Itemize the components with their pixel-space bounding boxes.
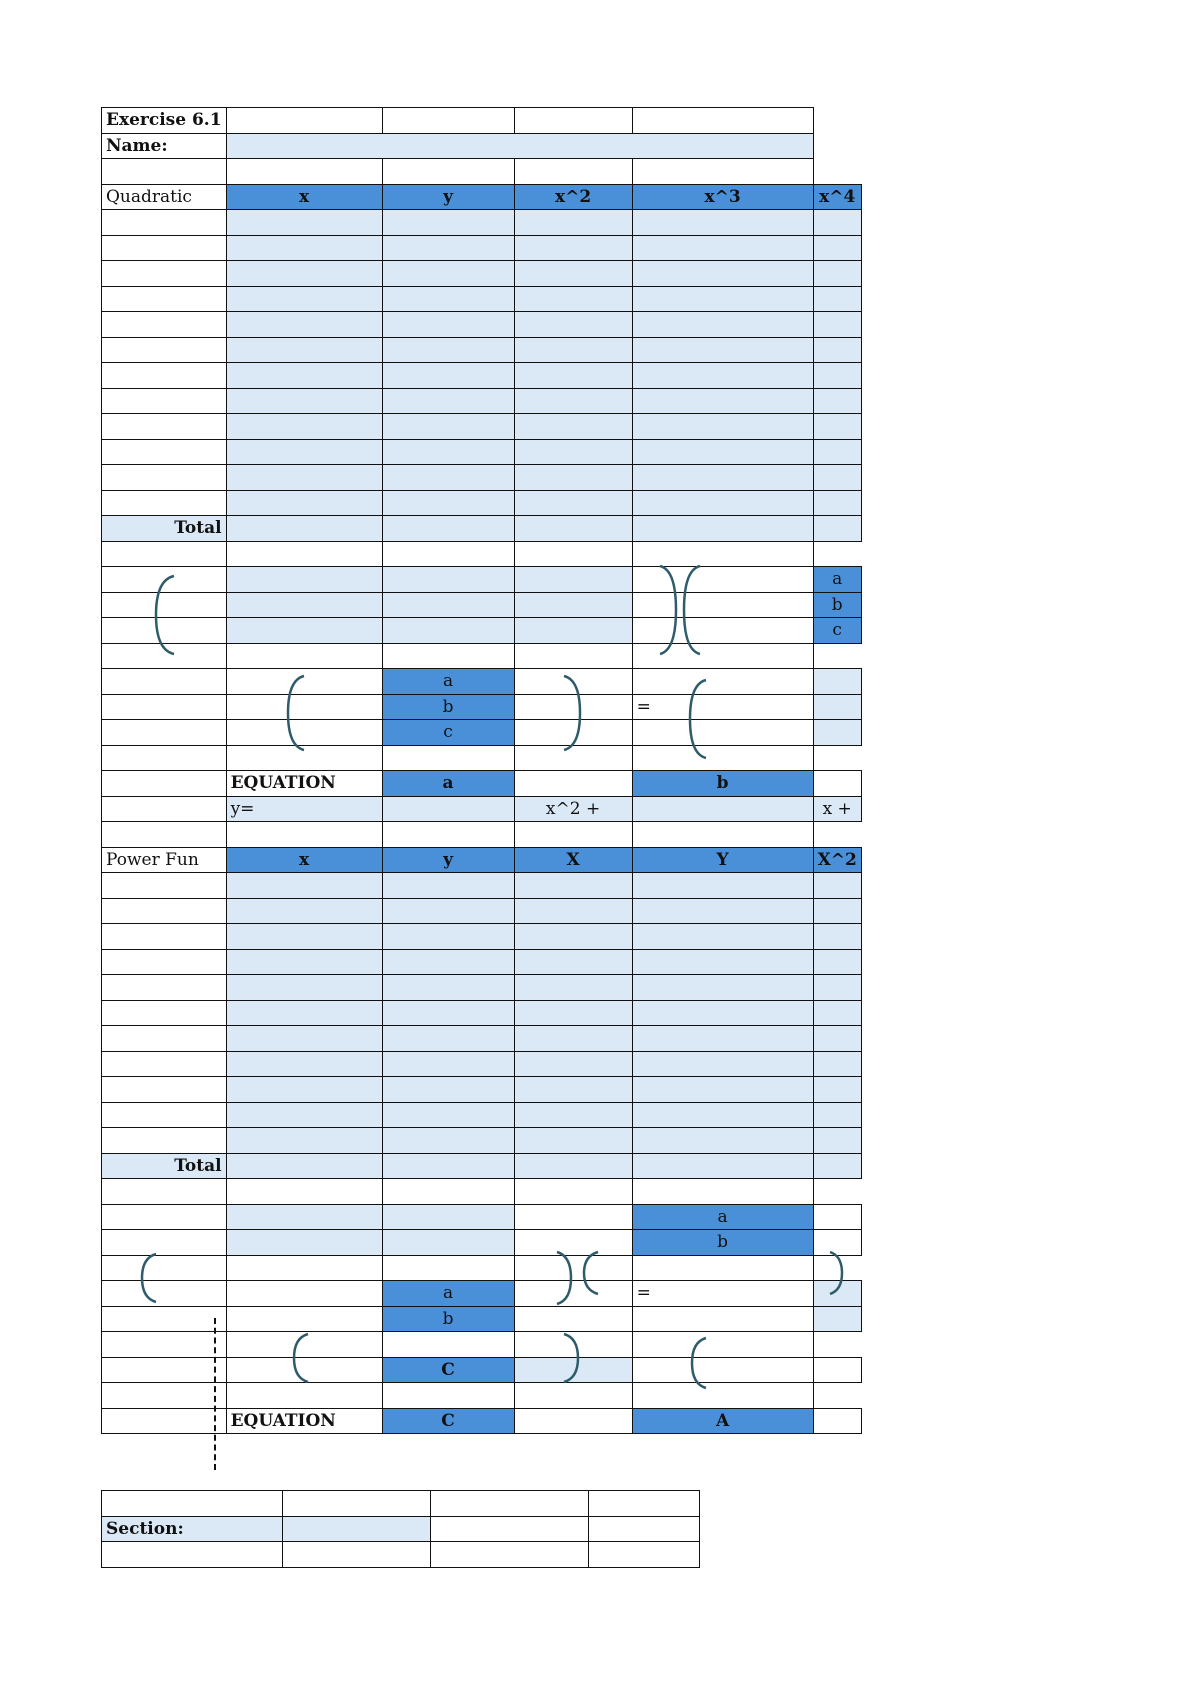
power-equation-label: EQUATION bbox=[226, 1408, 382, 1434]
quad-solve-row-3 bbox=[102, 720, 862, 746]
power-solve-a: a bbox=[382, 1281, 514, 1307]
quad-formula-row bbox=[102, 796, 862, 822]
power-vector-left-bracket bbox=[578, 1248, 602, 1298]
quad-solve-a: a bbox=[382, 669, 514, 695]
name-input[interactable] bbox=[226, 133, 813, 159]
table-row bbox=[102, 1000, 862, 1026]
table-row bbox=[102, 414, 862, 440]
solve-right-bracket bbox=[560, 672, 586, 754]
result-left-bracket bbox=[684, 676, 710, 762]
name-label: Name: bbox=[102, 133, 227, 159]
table-row bbox=[102, 235, 862, 261]
vector-left-bracket bbox=[678, 562, 704, 658]
table-row bbox=[102, 1051, 862, 1077]
power-c-cell: C bbox=[382, 1357, 514, 1383]
quad-equation-row bbox=[102, 771, 862, 797]
table-row bbox=[102, 363, 862, 389]
table-row bbox=[102, 337, 862, 363]
section-input[interactable] bbox=[283, 1516, 431, 1542]
power-label: Power Fun bbox=[102, 847, 227, 873]
quad-equation-label: EQUATION bbox=[226, 771, 382, 797]
quad-x-plus: x + bbox=[813, 796, 861, 822]
quad-y-equals: y= bbox=[226, 796, 382, 822]
power-solve-left-bracket bbox=[288, 1330, 312, 1386]
power-solve-b: b bbox=[382, 1306, 514, 1332]
quad-matrix-row-3 bbox=[102, 618, 862, 644]
power-vector-right-bracket bbox=[826, 1248, 848, 1298]
power-matrix-row-2 bbox=[102, 1230, 862, 1256]
quad-x2-plus: x^2 + bbox=[514, 796, 632, 822]
quad-solve-row-2 bbox=[102, 694, 862, 720]
section-label: Section: bbox=[102, 1516, 283, 1542]
power-header-row bbox=[102, 847, 862, 873]
power-matrix-left-bracket bbox=[136, 1250, 160, 1306]
power-result-left-bracket bbox=[686, 1334, 710, 1392]
quad-matrix-row-1 bbox=[102, 567, 862, 593]
worksheet bbox=[101, 107, 862, 1434]
table-row bbox=[102, 286, 862, 312]
power-matrix-right-bracket bbox=[553, 1248, 577, 1308]
power-col-X2: X^2 bbox=[813, 847, 861, 873]
table-row bbox=[102, 439, 862, 465]
quad-col-x2: x^2 bbox=[514, 184, 632, 210]
power-col-Y: Y bbox=[632, 847, 813, 873]
power-solve-row-1 bbox=[102, 1281, 862, 1307]
power-col-X: X bbox=[514, 847, 632, 873]
quadratic-data-rows bbox=[102, 210, 862, 516]
quadratic-total-label: Total bbox=[102, 516, 227, 542]
table-row bbox=[102, 388, 862, 414]
quad-col-x4: x^4 bbox=[813, 184, 861, 210]
power-total-row bbox=[102, 1153, 862, 1179]
power-equals-sign: = bbox=[632, 1281, 813, 1307]
power-col-y: y bbox=[382, 847, 514, 873]
quad-col-x3: x^3 bbox=[632, 184, 813, 210]
table-row bbox=[102, 210, 862, 236]
quad-solve-c: c bbox=[382, 720, 514, 746]
table-row bbox=[102, 1077, 862, 1103]
power-total-label: Total bbox=[102, 1153, 227, 1179]
quad-solve-row-1 bbox=[102, 669, 862, 695]
quad-col-x: x bbox=[226, 184, 382, 210]
matrix-left-bracket bbox=[150, 572, 178, 658]
power-eq-c: C bbox=[382, 1408, 514, 1434]
table-row bbox=[102, 873, 862, 899]
table-row bbox=[102, 1026, 862, 1052]
table-row bbox=[102, 949, 862, 975]
table-row bbox=[102, 975, 862, 1001]
quad-coef-b: b bbox=[813, 592, 861, 618]
power-matrix-row-1 bbox=[102, 1204, 862, 1230]
quad-col-y: y bbox=[382, 184, 514, 210]
quad-matrix-row-2 bbox=[102, 592, 862, 618]
quadratic-total-row bbox=[102, 516, 862, 542]
quad-eq-a: a bbox=[382, 771, 514, 797]
table-row bbox=[102, 1102, 862, 1128]
solve-left-bracket bbox=[282, 672, 308, 754]
table-row bbox=[102, 261, 862, 287]
power-data-rows bbox=[102, 873, 862, 1154]
exercise-title: Exercise 6.1 bbox=[102, 108, 227, 134]
dashed-divider bbox=[214, 1318, 216, 1470]
exercise-grid bbox=[101, 107, 862, 1434]
quad-equals-sign: = bbox=[632, 694, 813, 720]
table-row bbox=[102, 490, 862, 516]
power-solve-right-bracket bbox=[560, 1330, 584, 1386]
table-row bbox=[102, 898, 862, 924]
power-coef-b: b bbox=[632, 1230, 813, 1256]
table-row bbox=[102, 924, 862, 950]
table-row bbox=[102, 312, 862, 338]
title-row bbox=[102, 108, 862, 134]
table-row bbox=[102, 1128, 862, 1154]
quad-solve-b: b bbox=[382, 694, 514, 720]
quad-coef-a: a bbox=[813, 567, 861, 593]
quad-eq-b: b bbox=[632, 771, 813, 797]
quadratic-label: Quadratic bbox=[102, 184, 227, 210]
name-row bbox=[102, 133, 862, 159]
section-footer bbox=[101, 1490, 700, 1568]
table-row bbox=[102, 465, 862, 491]
power-eq-a: A bbox=[632, 1408, 813, 1434]
power-col-x: x bbox=[226, 847, 382, 873]
quad-coef-c: c bbox=[813, 618, 861, 644]
quadratic-header-row bbox=[102, 184, 862, 210]
power-coef-a: a bbox=[632, 1204, 813, 1230]
